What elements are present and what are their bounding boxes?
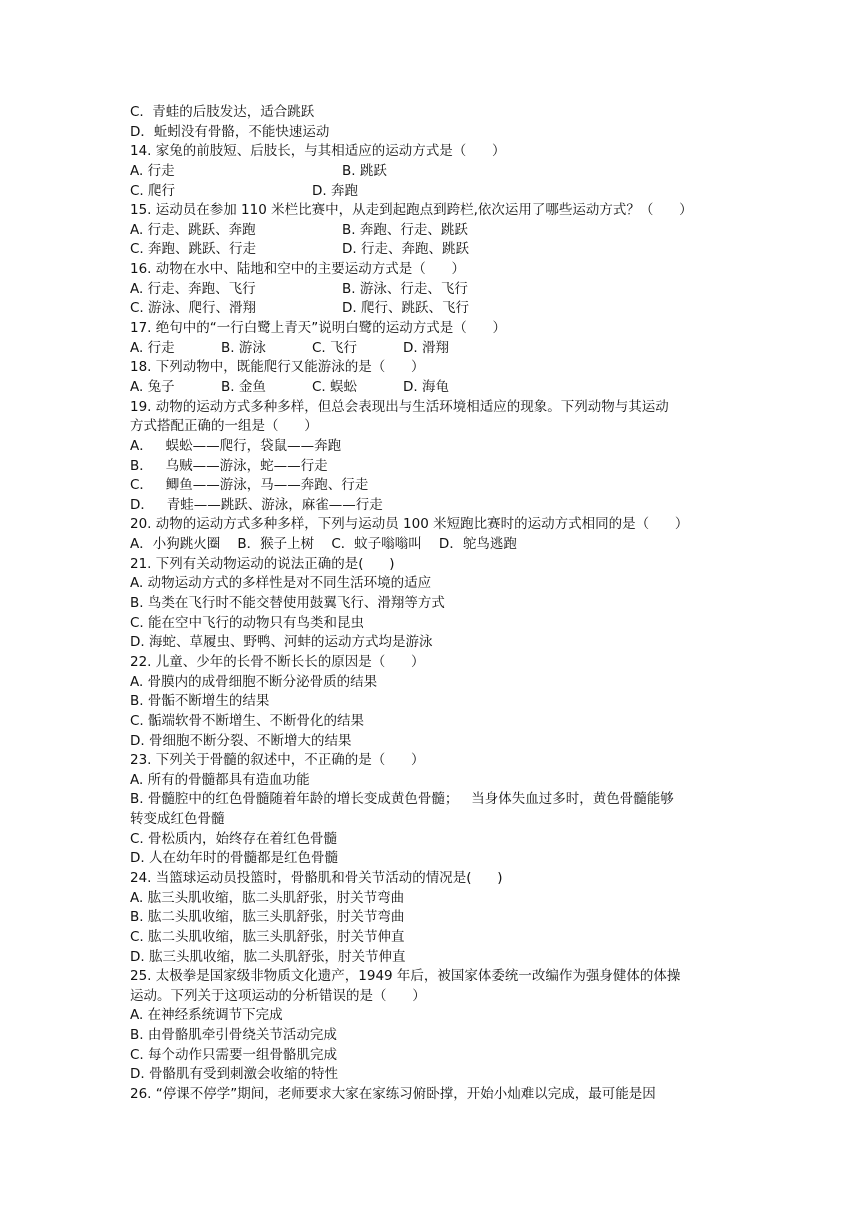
option-a: A. 行走 bbox=[130, 162, 175, 179]
option-d: D. 骨细胞不断分裂、不断增大的结果 bbox=[130, 732, 352, 749]
question-24: 24. 当篮球运动员投篮时，骨骼肌和骨关节活动的情况是( ) bbox=[130, 869, 503, 886]
option-d: D. 海龟 bbox=[403, 378, 449, 395]
option-b: B. 游泳、行走、飞行 bbox=[342, 280, 468, 297]
options-row: A．小狗跳火圈 B．猴子上树 C．蚊子嗡嗡叫 D．鸵鸟逃跑 bbox=[130, 536, 517, 553]
question-19-cont: 方式搭配正确的一组是（ ） bbox=[130, 418, 318, 435]
option-a: A. 行走、奔跑、飞行 bbox=[130, 280, 256, 297]
option-b-cont: 转变成红色骨髓 bbox=[130, 811, 225, 828]
option-c: C. 蜈蚣 bbox=[312, 378, 358, 395]
option-b: B. 奔跑、行走、跳跃 bbox=[342, 221, 468, 238]
option-b: B. 跳跃 bbox=[342, 162, 387, 179]
option-d: D. 滑翔 bbox=[403, 339, 449, 356]
option-c: C． 鲫鱼——游泳，马——奔跑、行走 bbox=[130, 477, 369, 494]
option-c: C. 飞行 bbox=[312, 339, 358, 356]
option-b: B. 肱二头肌收缩，肱三头肌舒张，肘关节弯曲 bbox=[130, 909, 405, 926]
option-b: B. 鸟类在飞行时不能交替使用鼓翼飞行、滑翔等方式 bbox=[130, 595, 445, 612]
option-c: C. 游泳、爬行、滑翔 bbox=[130, 300, 257, 317]
question-15: 15. 运动员在参加 110 米栏比赛中，从走到起跑点到跨栏,依次运用了哪些运动方式？（ ） bbox=[130, 202, 693, 219]
option-d: D. 奔跑 bbox=[312, 182, 358, 199]
option-a: A. 肱三头肌收缩，肱二头肌舒张，肘关节弯曲 bbox=[130, 889, 405, 906]
option-b: B. 金鱼 bbox=[221, 378, 266, 395]
question-26: 26. “停课不停学”期间，老师要求大家在家练习俯卧撑，开始小灿难以完成，最可能是因 bbox=[130, 1086, 656, 1103]
option-a: A. 兔子 bbox=[130, 378, 175, 395]
exam-page bbox=[130, 103, 740, 1105]
question-21: 21. 下列有关动物运动的说法正确的是( ) bbox=[130, 555, 395, 572]
option-line: D．蚯蚓没有骨骼，不能快速运动 bbox=[130, 123, 330, 140]
option-a: A. 在神经系统调节下完成 bbox=[130, 1007, 283, 1024]
option-b: B. 由骨骼肌牵引骨绕关节活动完成 bbox=[130, 1027, 337, 1044]
option-d: D. 肱三头肌收缩，肱二头肌舒张，肘关节伸直 bbox=[130, 948, 406, 965]
option-a: A． 蜈蚣——爬行，袋鼠——奔跑 bbox=[130, 437, 342, 454]
option-line: C. 青蛙的后肢发达，适合跳跃 bbox=[130, 104, 315, 120]
question-22: 22. 儿童、少年的长骨不断长长的原因是（ ） bbox=[130, 653, 425, 670]
option-a: A. 动物运动方式的多样性是对不同生活环境的适应 bbox=[130, 575, 432, 592]
question-17: 17. 绝句中的“一行白鹭上青天”说明白鹭的运动方式是（ ） bbox=[130, 320, 506, 337]
options-row bbox=[130, 182, 740, 202]
option-a: A. 骨膜内的成骨细胞不断分泌骨质的结果 bbox=[130, 673, 378, 690]
option-b: B. 骨髓腔中的红色骨髓随着年龄的增长变成黄色骨髓； 当身体失血过多时，黄色骨髓能够 bbox=[130, 791, 674, 808]
question-16: 16. 动物在水中、陆地和空中的主要运动方式是（ ） bbox=[130, 261, 466, 278]
option-c: C. 爬行 bbox=[130, 182, 176, 199]
option-d: D. 爬行、跳跃、飞行 bbox=[342, 300, 469, 317]
question-19: 19. 动物的运动方式多种多样，但总会表现出与生活环境相适应的现象。下列动物与其运动 bbox=[130, 398, 669, 415]
option-c: C. 骺端软骨不断增生、不断骨化的结果 bbox=[130, 712, 365, 729]
question-20: 20. 动物的运动方式多种多样，下列与运动员 100 米短跑比赛时的运动方式相同的是（ ） bbox=[130, 516, 689, 533]
option-b: B. 骨骺不断增生的结果 bbox=[130, 693, 270, 710]
option-d: D. 人在幼年时的骨髓都是红色骨髓 bbox=[130, 850, 338, 867]
question-23: 23. 下列关于骨髓的叙述中，不正确的是（ ） bbox=[130, 752, 425, 769]
question-14: 14. 家兔的前肢短、后肢长，与其相适应的运动方式是（ ） bbox=[130, 143, 506, 160]
options-row bbox=[130, 240, 740, 260]
options-row bbox=[130, 339, 740, 359]
option-d: D. 行走、奔跑、跳跃 bbox=[342, 241, 469, 258]
option-a: A. 行走 bbox=[130, 339, 175, 356]
option-c: C. 每个动作只需要一组骨骼肌完成 bbox=[130, 1046, 338, 1063]
option-d: D． 青蛙——跳跃、游泳，麻雀——行走 bbox=[130, 496, 383, 513]
question-25: 25. 太极拳是国家级非物质文化遗产，1949 年后，被国家体委统一改编作为强身健体的体操 bbox=[130, 968, 681, 985]
options-row bbox=[130, 299, 740, 319]
option-c: C. 能在空中飞行的动物只有鸟类和昆虫 bbox=[130, 614, 365, 631]
option-a: A. 所有的骨髓都具有造血功能 bbox=[130, 771, 310, 788]
option-d: D. 骨骼肌有受到刺激会收缩的特性 bbox=[130, 1066, 338, 1083]
option-c: C. 肱二头肌收缩，肱三头肌舒张，肘关节伸直 bbox=[130, 928, 405, 945]
option-a: A. 行走、跳跃、奔跑 bbox=[130, 221, 256, 238]
question-18: 18. 下列动物中，既能爬行又能游泳的是（ ） bbox=[130, 359, 425, 376]
question-25-cont: 运动。下列关于这项运动的分析错误的是（ ） bbox=[130, 987, 426, 1004]
option-b: B． 乌贼——游泳，蛇——行走 bbox=[130, 457, 328, 474]
option-c: C. 骨松质内，始终存在着红色骨髓 bbox=[130, 830, 338, 847]
options-row bbox=[130, 378, 740, 398]
option-c: C. 奔跑、跳跃、行走 bbox=[130, 241, 257, 258]
options-row bbox=[130, 280, 740, 300]
option-d: D. 海蛇、草履虫、野鸭、河蚌的运动方式均是游泳 bbox=[130, 634, 433, 651]
options-row bbox=[130, 221, 740, 241]
option-b: B. 游泳 bbox=[221, 339, 266, 356]
options-row bbox=[130, 162, 740, 182]
